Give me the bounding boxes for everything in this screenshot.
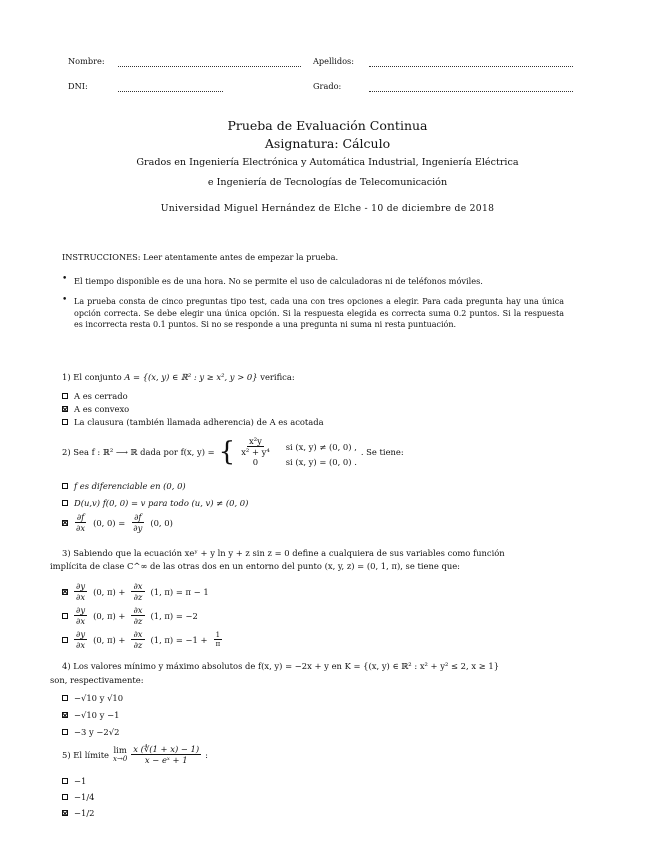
q2-option-1-label: f es diferenciable en (0, 0) [74,481,186,491]
degrees-line2: e Ingeniería de Tecnologías de Telecomunicación [207,177,448,188]
q2-prefix: 2) Sea f : ℝ² ⟶ ℝ dada por f(x, y) = [62,446,215,457]
q3-opt2-den-a: ∂x [76,616,86,626]
q3-opt1-num-a: ∂y [76,581,86,591]
q3-line2: implícita de clase C^∞ de las otras dos en un entorno del punto (x, y, z) = (0, 1, π), se tiene que: [50,561,460,571]
q5-checkbox-1[interactable] [62,778,68,784]
q3-opt1-den-b: ∂z [133,592,143,602]
apellidos-label: Apellidos: [313,56,354,66]
q3-opt1-frac-a [74,581,87,602]
instructions-heading [62,252,338,262]
q3-option-3[interactable] [62,629,222,650]
university-date: Universidad Miguel Hernández de Elche - 10 de diciembre de 2018 [160,203,495,214]
q5-checkbox-2[interactable] [62,794,68,800]
q4-line1: 4) Los valores mínimo y máximo absolutos de f(x, y) = −2x + y en K = {(x, y) ∈ ℝ² : x² + y² ≤ 2, x ≥ 1} [62,661,500,671]
question-2 [62,436,404,467]
q2-opt3-den-b: ∂y [133,523,143,533]
q2-opt3-num-a: ∂f [76,512,85,522]
q2-zero: 0 [252,457,259,467]
q2-opt3-end: (0, 0) [150,517,173,528]
q3-opt3-small-frac [214,631,223,648]
q5-numerator: x (∜(1 + x) − 1) [133,744,200,754]
q2-opt3-num-b: ∂f [134,512,142,522]
q3-line1: 3) Sabiendo que la ecuación xeʸ + y ln y + z sin z = 0 define a cualquiera de sus variables como función [62,548,505,558]
q5-checkbox-3[interactable] [62,810,68,816]
q2-option-3[interactable] [62,512,173,533]
brace-icon: { [218,436,236,467]
q2-fraction [239,436,272,457]
q5-option-1[interactable] [62,776,86,786]
q2-checkbox-2[interactable] [62,500,68,506]
q2-option-2[interactable] [62,498,248,508]
q1-option-3[interactable] [62,417,324,427]
question-1 [62,372,295,382]
q3-opt2-b: (1, π) = −2 [150,610,198,621]
q4-option-1-label: −√10 y √10 [74,693,124,703]
grado-label: Grado: [313,81,342,91]
bullet-icon: • [62,295,68,305]
q4-option-1[interactable] [62,693,123,703]
q5-option-3-label: −1/2 [74,808,95,818]
q2-checkbox-1[interactable] [62,483,68,489]
q3-option-2[interactable] [62,605,198,626]
q3-opt1-a: (0, π) + [93,586,126,597]
degrees-line1: Grados en Ingeniería Electrónica y Automática Industrial, Ingeniería Eléctrica [136,157,519,168]
grado-field[interactable] [369,91,573,92]
q5-prefix: 5) El límite [62,749,110,760]
q3-opt3-b: (1, π) = −1 + [150,634,208,645]
nombre-field[interactable] [118,66,301,67]
q3-opt3-small-num: 1 [215,631,221,639]
q2-option-1[interactable] [62,481,186,491]
q4-checkbox-2[interactable] [62,712,68,718]
q5-option-1-label: −1 [74,776,87,786]
q2-opt3-frac-b [131,512,144,533]
q4-option-2-label: −√10 y −1 [74,710,120,720]
q1-checkbox-1[interactable] [62,393,68,399]
q5-option-2-label: −1/4 [74,792,95,802]
q5-denominator: x − eˣ + 1 [144,755,188,765]
q3-opt1-den-a: ∂x [76,592,86,602]
q5-option-3[interactable] [62,808,95,818]
q5-limit [113,746,127,764]
q3-opt2-a: (0, π) + [93,610,126,621]
q3-opt2-frac-a [74,605,87,626]
q3-opt3-small-den: π [215,640,221,648]
q1-set: A = {(x, y) ∈ ℝ² : y ≥ x², y > 0} [124,372,258,382]
q2-denominator: x² + y⁴ [241,447,270,457]
q3-opt3-frac-a [74,629,87,650]
q2-suffix: . Se tiene: [360,446,404,457]
q1-suffix: verifica: [260,372,295,382]
q4-line2: son, respectivamente: [50,675,144,685]
q3-checkbox-1[interactable] [62,589,68,595]
dni-label: DNI: [68,81,88,91]
q2-checkbox-3[interactable] [62,520,68,526]
exam-title: Prueba de Evaluación Continua [227,118,428,133]
q2-piecewise [239,436,357,467]
q1-checkbox-2[interactable] [62,406,68,412]
q3-opt3-frac-b [131,629,144,650]
q3-opt3-den-a: ∂x [76,640,86,650]
q1-checkbox-3[interactable] [62,419,68,425]
q3-opt1-num-b: ∂x [133,581,143,591]
question-5 [62,744,208,765]
q3-opt2-frac-b [131,605,144,626]
q3-opt3-den-b: ∂z [133,640,143,650]
q2-condition-1: si (x, y) ≠ (0, 0) , [285,441,357,452]
q4-option-3-label: −3 y −2√2 [74,727,120,737]
q3-checkbox-3[interactable] [62,637,68,643]
instruction-bullet-2: La prueba consta de cinco preguntas tipo test, cada una con tres opciones a elegir. Para cada pregunta hay una única opción correcta. Se debe elegir una única opción. Si la respuesta elegida es correcta suma 0.2 puntos. Si la respuesta es incorrecta resta 0.1 puntos. Si no se responde a una pregunta ni suma ni resta puntuación. [74,297,564,330]
q3-opt3-num-a: ∂y [76,629,86,639]
q2-opt3-mid: (0, 0) = [93,517,126,528]
q2-opt3-frac-a [74,512,87,533]
q3-opt2-den-b: ∂z [133,616,143,626]
q4-option-3[interactable] [62,727,119,737]
dni-field[interactable] [118,91,223,92]
q5-suffix: : [205,749,208,760]
q5-option-2[interactable] [62,792,95,802]
q3-opt3-num-b: ∂x [133,629,143,639]
q4-checkbox-3[interactable] [62,729,68,735]
q4-option-2[interactable] [62,710,119,720]
q3-opt1-frac-b [131,581,144,602]
instructions-text: Leer atentamente antes de empezar la prueba. [143,252,339,262]
q2-option-2-label: D(u,v) f(0, 0) = v para todo (u, v) ≠ (0, 0) [74,498,249,508]
q2-opt3-den-a: ∂x [76,523,86,533]
q3-opt1-b: (1, π) = π − 1 [150,586,209,597]
q2-condition-2: si (x, y) = (0, 0) . [285,457,357,467]
instruction-bullet-1: El tiempo disponible es de una hora. No se permite el uso de calculadoras ni de teléfonos móviles. [74,276,483,286]
q5-fraction [131,744,201,765]
q3-opt2-num-a: ∂y [76,605,86,615]
q3-option-1[interactable] [62,581,209,602]
instructions-label: INSTRUCCIONES: [62,252,141,262]
nombre-label: Nombre: [68,56,105,66]
q1-option-2-label: A es convexo [74,404,130,414]
q1-prefix: 1) El conjunto [62,372,122,382]
q3-checkbox-2[interactable] [62,613,68,619]
q1-option-1[interactable] [62,391,128,401]
q4-checkbox-1[interactable] [62,695,68,701]
bullet-icon: • [62,274,68,284]
subject-title: Asignatura: Cálculo [264,136,391,151]
q5-lim-word: lim [113,744,127,755]
apellidos-field[interactable] [369,66,573,67]
q5-lim-sub: x→0 [113,754,128,763]
q1-option-3-label: La clausura (también llamada adherencia) de A es acotada [74,417,324,427]
q1-option-2[interactable] [62,404,129,414]
q1-option-1-label: A es cerrado [74,391,128,401]
q2-numerator: x²y [249,436,262,446]
q3-opt2-num-b: ∂x [133,605,143,615]
q3-opt3-a: (0, π) + [93,634,126,645]
